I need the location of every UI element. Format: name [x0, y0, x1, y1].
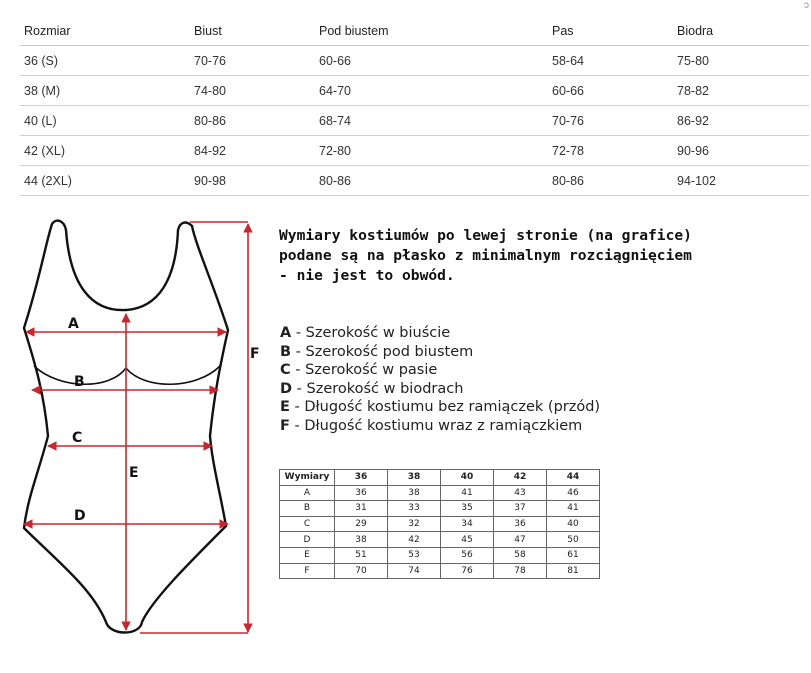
label-a: A [68, 316, 79, 332]
measurement-value-cell: 33 [388, 501, 441, 517]
size-row [20, 106, 809, 136]
label-e: E [129, 465, 139, 481]
measurement-value-cell: 31 [335, 501, 388, 517]
legend-code: A [280, 325, 292, 341]
measurement-value-cell: 32 [388, 516, 441, 532]
label-b: B [74, 374, 85, 390]
legend-code: D [280, 380, 293, 397]
size-cell: 86-92 [676, 106, 809, 136]
measurement-note-line-2: podane są na płasko z minimalnym rozciągnięciem [279, 247, 692, 264]
measurement-note-line-1: Wymiary kostiumów po lewej stronie (na grafice) [279, 227, 692, 244]
size-cell: 70-76 [193, 46, 318, 76]
label-c: C [72, 430, 83, 446]
measurement-value-cell: 46 [547, 485, 600, 501]
measurement-note-line-3: - nie jest to obwód. [279, 267, 455, 284]
swimsuit-diagram [0, 190, 270, 650]
measurement-legend [280, 324, 600, 436]
legend-item [280, 324, 600, 343]
legend-code: C [280, 362, 291, 379]
size-cell: 75-80 [676, 46, 809, 76]
size-row [20, 46, 809, 76]
legend-text: - Szerokość w pasie [290, 362, 438, 379]
legend-item [280, 361, 600, 380]
measurement-value-cell: 38 [388, 485, 441, 501]
measurements-row [280, 501, 600, 517]
header-38: 38 [388, 470, 441, 486]
measurement-code-cell: A [280, 485, 335, 501]
underbust-line [34, 366, 220, 384]
label-d: D [74, 508, 86, 524]
size-cell: 68-74 [318, 106, 551, 136]
measurement-value-cell: 76 [441, 563, 494, 579]
measurement-value-cell: 29 [335, 516, 388, 532]
size-cell: 80-86 [551, 166, 676, 196]
legend-code: F [280, 417, 290, 434]
measurement-code-cell: E [280, 547, 335, 563]
measurement-value-cell: 81 [547, 563, 600, 579]
header-44: 44 [547, 470, 600, 486]
measurements-row [280, 485, 600, 501]
measurement-value-cell: 51 [335, 547, 388, 563]
legend-text: - Szerokość w biodrach [292, 380, 464, 397]
size-cell: 40 (L) [20, 106, 193, 136]
size-chart-header-row [20, 17, 809, 46]
label-f: F [250, 346, 260, 362]
header-36: 36 [335, 470, 388, 486]
legend-item [280, 398, 600, 417]
measurements-row [280, 547, 600, 563]
measurements-header-row [280, 470, 600, 486]
header-bust: Biust [193, 17, 318, 46]
measurement-value-cell: 41 [441, 485, 494, 501]
size-cell: 42 (XL) [20, 136, 193, 166]
legend-text: - Szerokość w biuście [291, 325, 451, 341]
measurement-note [279, 226, 739, 286]
size-cell: 44 (2XL) [20, 166, 193, 196]
measurement-value-cell: 70 [335, 563, 388, 579]
header-waist: Pas [551, 17, 676, 46]
measurements-table [279, 469, 600, 579]
size-cell: 72-78 [551, 136, 676, 166]
measurement-value-cell: 47 [494, 532, 547, 548]
legend-text: - Szerokość pod biustem [291, 343, 474, 360]
header-hips: Biodra [676, 17, 809, 46]
corner-mark: ɔ [804, 0, 809, 11]
measurement-value-cell: 42 [388, 532, 441, 548]
measurement-value-cell: 74 [388, 563, 441, 579]
size-cell: 90-98 [193, 166, 318, 196]
size-cell: 74-80 [193, 76, 318, 106]
size-cell: 64-70 [318, 76, 551, 106]
size-chart-table [20, 17, 809, 196]
size-cell: 70-76 [551, 106, 676, 136]
legend-item [280, 343, 600, 362]
size-cell: 94-102 [676, 166, 809, 196]
size-row [20, 136, 809, 166]
measurement-value-cell: 38 [335, 532, 388, 548]
legend-item [280, 380, 600, 399]
header-dimensions: Wymiary [280, 470, 335, 486]
measurement-code-cell: C [280, 516, 335, 532]
measurement-code-cell: B [280, 501, 335, 517]
measurement-code-cell: D [280, 532, 335, 548]
size-cell: 60-66 [318, 46, 551, 76]
size-cell: 72-80 [318, 136, 551, 166]
measurements-row [280, 532, 600, 548]
size-cell: 80-86 [193, 106, 318, 136]
legend-code: E [280, 399, 290, 416]
header-40: 40 [441, 470, 494, 486]
measurement-value-cell: 50 [547, 532, 600, 548]
size-cell: 58-64 [551, 46, 676, 76]
size-cell: 90-96 [676, 136, 809, 166]
size-cell: 60-66 [551, 76, 676, 106]
measurement-code-cell: F [280, 563, 335, 579]
legend-code: B [280, 343, 292, 360]
measurement-value-cell: 58 [494, 547, 547, 563]
measurement-value-cell: 61 [547, 547, 600, 563]
measurement-value-cell: 36 [494, 516, 547, 532]
measurements-row [280, 563, 600, 579]
legend-text: - Długość kostiumu bez ramiączek (przód) [289, 399, 601, 416]
measurement-value-cell: 53 [388, 547, 441, 563]
measurement-value-cell: 43 [494, 485, 547, 501]
measurement-value-cell: 36 [335, 485, 388, 501]
measurement-value-cell: 45 [441, 532, 494, 548]
measurements-row [280, 516, 600, 532]
header-underbust: Pod biustem [318, 17, 551, 46]
size-cell: 84-92 [193, 136, 318, 166]
measurement-value-cell: 78 [494, 563, 547, 579]
size-cell: 78-82 [676, 76, 809, 106]
measurement-value-cell: 56 [441, 547, 494, 563]
size-cell: 36 (S) [20, 46, 193, 76]
measurement-value-cell: 40 [547, 516, 600, 532]
measurement-value-cell: 35 [441, 501, 494, 517]
legend-item [280, 417, 600, 436]
header-size: Rozmiar [20, 17, 193, 46]
measurement-value-cell: 41 [547, 501, 600, 517]
legend-text: - Długość kostiumu wraz z ramiączkiem [289, 417, 583, 434]
measurement-value-cell: 37 [494, 501, 547, 517]
size-cell: 80-86 [318, 166, 551, 196]
size-row [20, 76, 809, 106]
header-42: 42 [494, 470, 547, 486]
measurement-value-cell: 34 [441, 516, 494, 532]
size-cell: 38 (M) [20, 76, 193, 106]
